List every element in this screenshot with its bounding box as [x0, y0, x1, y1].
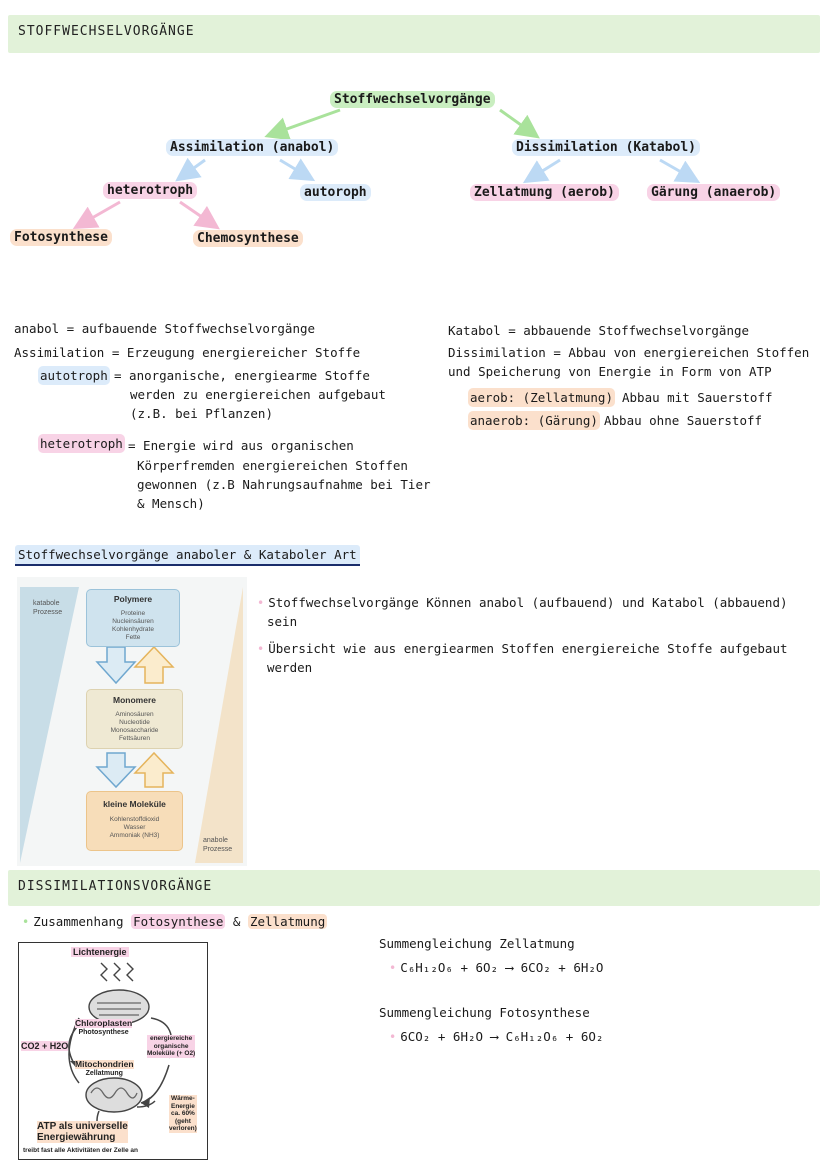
note-assimilation: Assimilation = Erzeugung energiereicher Stoffe: [14, 345, 361, 360]
atp-label: ATP als universelle Energiewährung: [37, 1121, 128, 1143]
energy-cycle-figure: [18, 942, 208, 1160]
note-heterotroph-key: heterotroph: [40, 436, 123, 451]
katabole-label: katabole Prozesse: [33, 600, 63, 616]
note-anaerob-key: anaerob: (Gärung): [470, 413, 598, 428]
bullet-dot-icon: •: [389, 961, 397, 975]
tree-fotosynthese: Fotosynthese: [10, 229, 112, 246]
metabolism-figure: [17, 577, 247, 866]
eq-zellatmung: • C₆H₁₂O₆ + 6O₂ ⟶ 6CO₂ + 6H₂O: [389, 960, 604, 975]
tree-chemosynthese: Chemosynthese: [193, 230, 303, 247]
tree-root: Stoffwechselvorgänge: [330, 91, 495, 108]
tree-assimilation: Assimilation (anabol): [166, 139, 338, 156]
note-autotroph-key: autotroph: [40, 368, 108, 383]
tree-arrows: [0, 0, 828, 260]
tree-heterotroph: heterotroph: [103, 182, 197, 199]
box-polymere: Polymere Proteine Nucleinsäuren Kohlenhydrate Fette: [86, 589, 180, 647]
section-title: DISSIMILATIONSVORGÄNGE: [18, 879, 213, 894]
box-kleine-molekuele: kleine Moleküle Kohlenstoffdioxid Wasser Ammoniak (NH3): [86, 791, 183, 851]
note-autotroph-1: = anorganische, energiearme Stoffe: [114, 368, 370, 383]
note-heterotroph-1: = Energie wird aus organischen: [128, 438, 354, 453]
note-aerob-rest: Abbau mit Sauerstoff: [622, 390, 773, 405]
tree-dissimilation: Dissimilation (Katabol): [512, 139, 700, 156]
bullet-anabol-katabol: • Stoffwechselvorgänge Können anabol (aufbauend) und Katabol (abbauend): [257, 595, 788, 610]
note-anaerob-rest: Abbau ohne Sauerstoff: [604, 413, 763, 428]
anabole-label: anabole Prozesse: [203, 837, 233, 853]
zusammenhang-line: • Zusammenhang Fotosynthese & Zellatmung: [22, 914, 326, 929]
note-anabol: anabol = aufbauende Stoffwechselvorgänge: [14, 321, 316, 336]
note-autotroph-2: werden zu energiereichen aufgebaut: [130, 387, 386, 402]
note-heterotroph-3: gewonnen (z.B Nahrungsaufnahme bei Tier: [137, 477, 431, 492]
waerme-energie-label: Wärme- Energie ca. 60% (geht verloren): [169, 1095, 197, 1132]
tree-gaerung: Gärung (anaerob): [647, 184, 780, 201]
bullet-uebersicht-cont: werden: [267, 660, 313, 675]
section-title: STOFFWECHSELVORGÄNGE: [18, 24, 195, 39]
bullet-anabol-katabol-cont: sein: [267, 614, 298, 629]
subheading-anabol-katabol: Stoffwechselvorgänge anaboler & Kataboler Art: [15, 545, 360, 566]
lichtenergie-label: Lichtenergie: [73, 947, 127, 957]
bullet-dot-icon: •: [257, 642, 265, 656]
treibt-label: treibt fast alle Aktivitäten der Zelle an: [23, 1147, 138, 1154]
eq-fotosynthese-title: Summengleichung Fotosynthese: [379, 1005, 590, 1020]
section-header-dissimilation: [8, 870, 820, 906]
eq-zellatmung-title: Summengleichung Zellatmung: [379, 936, 575, 951]
eq-fotosynthese: • 6CO₂ + 6H₂O ⟶ C₆H₁₂O₆ + 6O₂: [389, 1029, 604, 1044]
note-katabol: Katabol = abbauende Stoffwechselvorgänge: [448, 323, 750, 338]
bullet-dot-icon: •: [389, 1030, 397, 1044]
note-autotroph-3: (z.B. bei Pflanzen): [130, 406, 273, 421]
note-dissimilation: Dissimilation = Abbau von energiereichen Stoffen: [448, 345, 810, 360]
bullet-dot-icon: •: [22, 915, 30, 929]
box-monomere: Monomere Aminosäuren Nucleotide Monosaccharide Fettsäuren: [86, 689, 183, 749]
chloroplasten-label: Chloroplasten Photosynthese: [75, 1018, 133, 1036]
bullet-uebersicht: • Übersicht wie aus energiearmen Stoffen energiereiche Stoffe aufgebaut: [257, 641, 788, 656]
energiereiche-molekuele-label: energiereiche organische Moleküle (+ O2): [147, 1035, 196, 1057]
note-heterotroph-2: Körperfremden energiereichen Stoffen: [137, 458, 408, 473]
note-aerob-key: aerob: (Zellatmung): [470, 390, 613, 405]
co2-h2o-label: CO2 + H2O: [21, 1041, 69, 1051]
mitochondrien-label: Mitochondrien Zellatmung: [75, 1059, 134, 1077]
bullet-dot-icon: •: [257, 596, 265, 610]
tree-zellatmung: Zellatmung (aerob): [470, 184, 619, 201]
tree-autoroph: autoroph: [300, 184, 371, 201]
note-heterotroph-4: & Mensch): [137, 496, 205, 511]
note-speicherung: und Speicherung von Energie in Form von ATP: [448, 364, 772, 379]
